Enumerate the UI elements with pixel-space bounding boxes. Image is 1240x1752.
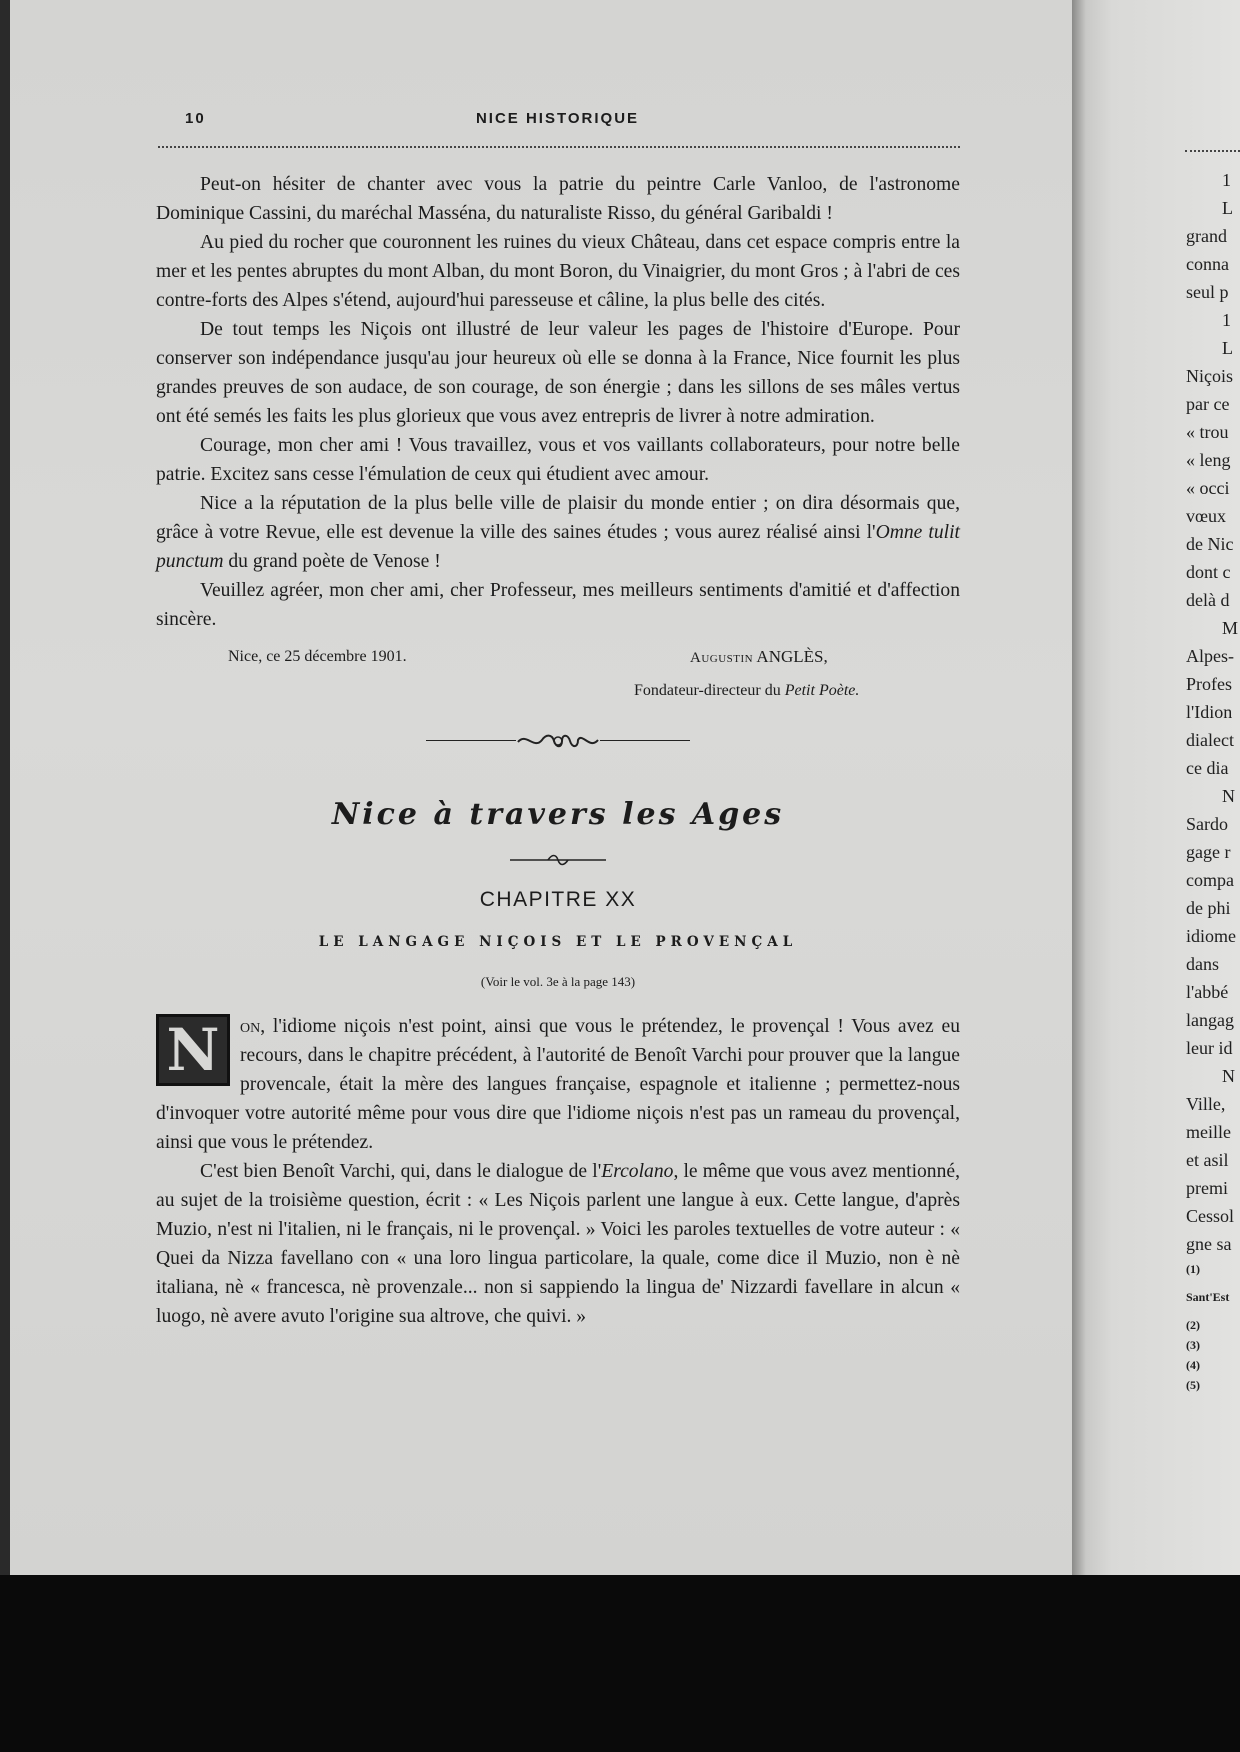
- text-run: , l'idiome niçois n'est point, ainsi que vous le prétendez, le provençal ! Vous avez eu recours, dans le chapitre précédent, à l'autorité de Benoît Varchi pour prouver que la langue provencale, était la mère des langues française, espagnole et italienne ; permettez-nous d'invoquer votre autorité même pour vous dire que l'idiome niçois n'est pas un rameau du provençal, ainsi que vous le prétendez.: [156, 1016, 960, 1153]
- flourish-icon: [516, 728, 600, 754]
- right-page-fragment: « trou: [1186, 422, 1229, 442]
- right-page-fragment: idiome: [1186, 926, 1236, 946]
- letter-paragraph: Peut-on hésiter de chanter avec vous la patrie du peintre Carle Vanloo, de l'astronome Dominique Cassini, du maréchal Masséna, du naturaliste Risso, du général Garibaldi !: [156, 174, 960, 224]
- letter-paragraph: Veuillez agréer, mon cher ami, cher Professeur, mes meilleurs sentiments d'amitié et d'affection sincère.: [156, 580, 960, 630]
- text-run: , le même que vous avez mentionné, au sujet de la troisième question, écrit : « Les Niçois parlent une langue à eux. Cette langue, d'après Muzio, n'est ni l'italien, ni le français, ni le provençal. » Voici les paroles textuelles de votre auteur : « Quei da Nizza favellano con « una loro lingua particolare, la quale, come dice il Muzio, non è nè italiana, nè « francesca, nè provenzale... non si sappiendo la lingua de' Nizzardi favellare in alcun « luogo, nè avere avuto l'origine sua altrove, che quivi. »: [156, 1161, 960, 1327]
- text-run: C'est bien Benoît Varchi, qui, dans le dialogue de l': [200, 1161, 602, 1182]
- chapter-heading: CHAPITRE XX: [479, 888, 637, 911]
- right-page-fragment: Sardo: [1186, 814, 1228, 834]
- right-page-fragment: l'Idion: [1186, 702, 1233, 722]
- signer-first-name: Augustin: [690, 650, 754, 666]
- latin-quote: Omne tulit punctum: [156, 522, 960, 572]
- right-page-fragment: Profes: [1186, 674, 1232, 694]
- right-page-fragment: « leng: [1186, 450, 1231, 470]
- dateline: Nice, ce 25 décembre 1901.: [228, 648, 407, 665]
- header-rule: [158, 146, 960, 148]
- ornament-divider: [156, 722, 960, 774]
- right-page-fragment: grand: [1186, 226, 1227, 246]
- text-run: on: [240, 1016, 261, 1037]
- chapter-subtitle: LE LANGAGE NIÇOIS ET LE PROVENÇAL: [318, 934, 798, 950]
- chapter-paragraph: [156, 1157, 960, 1331]
- right-page-fragment: (3): [1186, 1338, 1200, 1352]
- ornament-line-left: [426, 740, 516, 741]
- right-page-fragment: leur id: [1186, 1038, 1233, 1058]
- right-page-fragment: par ce: [1186, 394, 1230, 414]
- right-page-fragment: premi: [1186, 1178, 1228, 1198]
- chapter-paragraph: [156, 1012, 960, 1157]
- chapter-body: [156, 1012, 960, 1331]
- right-page-fragment: ce dia: [1186, 758, 1229, 778]
- ornament-line-right: [600, 740, 690, 741]
- right-page-fragment: dont c: [1186, 562, 1231, 582]
- letter-closing: [156, 642, 960, 722]
- signer-last-name: ANGLÈS,: [756, 647, 828, 666]
- text-run: du grand poète de Venose !: [223, 551, 441, 572]
- right-page-fragment: N: [1222, 786, 1235, 806]
- right-page-fragment: meille: [1186, 1122, 1231, 1142]
- letter-paragraph: Courage, mon cher ami ! Vous travaillez, vous et vos vaillants collaborateurs, pour notre belle patrie. Excitez sans cesse l'émulation de ceux qui étudient avec amour.: [156, 435, 960, 485]
- right-page-fragment: vœux: [1186, 506, 1226, 526]
- ornament-rule-icon: [508, 853, 608, 867]
- right-page-fragment: (2): [1186, 1318, 1200, 1332]
- small-ornament: [156, 847, 960, 867]
- right-page-fragment: L: [1222, 198, 1233, 218]
- right-page-rule: [1185, 150, 1240, 152]
- right-page-fragment: (4): [1186, 1358, 1200, 1372]
- right-page-fragment: Niçois: [1186, 366, 1233, 386]
- right-page-fragment: M: [1222, 618, 1239, 638]
- volume-reference: (Voir le vol. 3e à la page 143): [480, 974, 636, 989]
- right-page-fragment: gage r: [1186, 842, 1231, 862]
- right-page-fragment: L: [1222, 338, 1233, 358]
- right-page-fragment: Cessol: [1186, 1206, 1235, 1226]
- letter-paragraph: Au pied du rocher que couronnent les ruines du vieux Château, dans cet espace compris entre la mer et les pentes abruptes du mont Alban, du mont Boron, du Vinaigrier, du mont Gros ; à l'abri de ces contre-forts des Alpes s'étend, aujourd'hui paresseuse et câline, la plus belle des cités.: [156, 232, 960, 311]
- right-page-fragment: de Nic: [1186, 534, 1234, 554]
- right-page-fragment: delà d: [1186, 590, 1230, 610]
- right-page-fragment: « occi: [1186, 478, 1230, 498]
- section-title: Nice à travers les Ages: [331, 797, 785, 832]
- right-page-fragment: gne sa: [1186, 1234, 1232, 1254]
- page-number: 10: [185, 110, 206, 127]
- text-run: Fondateur-directeur du: [634, 682, 785, 699]
- right-page-fragment: et asil: [1186, 1150, 1229, 1170]
- right-page-fragment: langag: [1186, 1010, 1234, 1030]
- publication-name: Petit Poète.: [784, 682, 860, 699]
- right-page-fragment: N: [1222, 1066, 1235, 1086]
- right-page-fragment: (1): [1186, 1262, 1200, 1276]
- drop-cap: [156, 1014, 230, 1086]
- right-page-fragment: 1: [1222, 310, 1231, 330]
- right-page-fragment: (5): [1186, 1378, 1200, 1392]
- right-page-fragment: seul p: [1186, 282, 1229, 302]
- signer-role: [634, 676, 859, 705]
- right-page-fragment: l'abbé: [1186, 982, 1229, 1002]
- running-head: [155, 110, 960, 144]
- work-title: Ercolano: [601, 1161, 674, 1182]
- right-page-fragment: conna: [1186, 254, 1229, 274]
- right-page-fragment: Sant'Est: [1186, 1290, 1230, 1304]
- letter-paragraph: De tout temps les Niçois ont illustré de leur valeur les pages de l'histoire d'Europe. Pour conserver son indépendance jusqu'au jour heureux où elle se donna à la France, Nice fournit les plus grandes preuves de son audace, de son courage, de son énergie ; dans les sillons de ses mâles vertus ont été semés les faits les plus glorieux que vous avez entrepris de livrer à notre admiration.: [156, 319, 960, 427]
- text-run: Nice a la réputation de la plus belle ville de plaisir du monde entier ; on dira désormais que, grâce à votre Revue, elle est devenue la ville des saines études ; vous aurez réalisé ainsi l': [156, 493, 960, 543]
- signature: [690, 642, 828, 673]
- right-page-fragment: 1: [1222, 170, 1231, 190]
- scan-bottom-band: [0, 1575, 1240, 1752]
- right-page-fragment: Alpes-: [1186, 646, 1234, 666]
- running-title: NICE HISTORIQUE: [475, 110, 640, 127]
- right-page-fragment: dans: [1186, 954, 1219, 974]
- body-text: [156, 170, 960, 1331]
- right-page-fragment: Ville,: [1186, 1094, 1226, 1114]
- right-page-fragment: dialect: [1186, 730, 1234, 750]
- right-page-fragment: compa: [1186, 870, 1234, 890]
- right-page-fragment: de phi: [1186, 898, 1231, 918]
- drop-cap-letter: N: [166, 1015, 220, 1084]
- letter-paragraph: [156, 489, 960, 576]
